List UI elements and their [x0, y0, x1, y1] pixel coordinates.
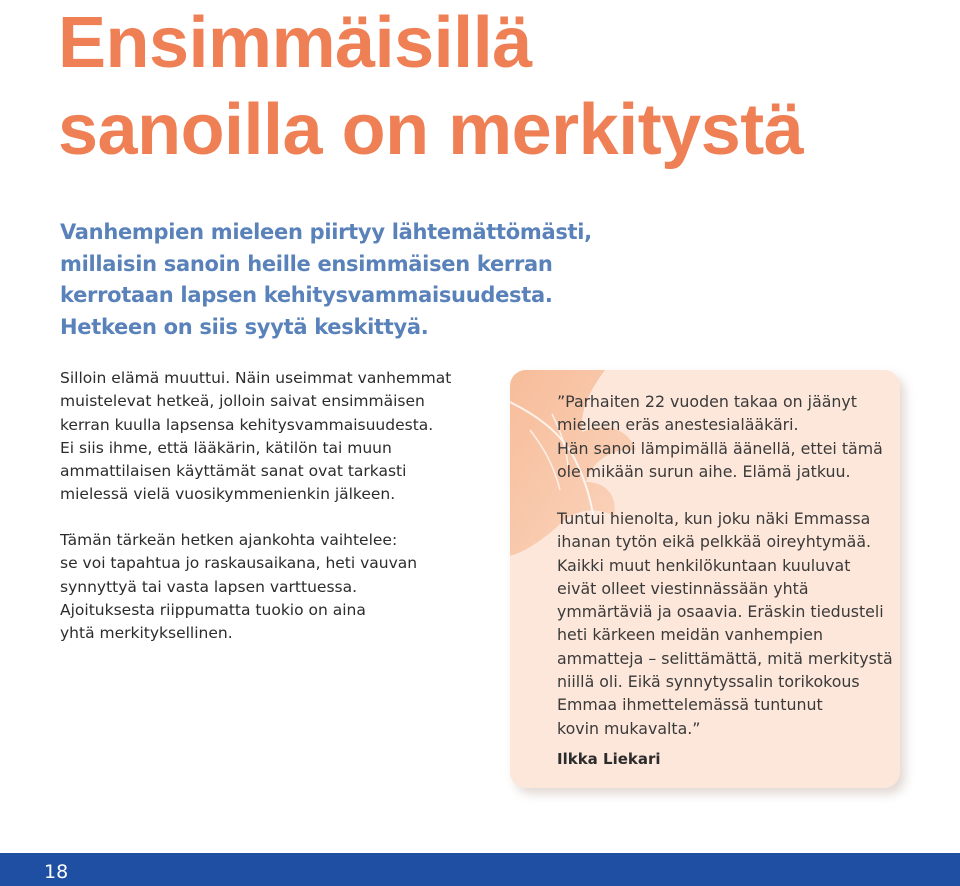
quote-line: eivät olleet viestinnässään yhtä [557, 578, 809, 598]
quote-line: ihanan tytön eikä pelkkää oireyhtymää. [557, 532, 872, 552]
body-line: kerran kuulla lapsensa kehitysvammaisuudesta. [60, 415, 434, 434]
quote-paragraph-2 [557, 507, 897, 740]
footer-bar [0, 853, 960, 886]
body-line: mielessä vielä vuosikymmenienkin jälkeen. [60, 485, 396, 504]
body-line: se voi tapahtua jo raskausaikana, heti vauvan [60, 554, 418, 573]
body-line: Silloin elämä muuttui. Näin useimmat vanhemmat [60, 369, 452, 387]
page-number: 18 [44, 861, 69, 883]
quote-line: Tuntui hienolta, kun joku näki Emmassa [557, 509, 871, 528]
quote-line: Kaikki muut henkilökuntaan kuuluvat [557, 555, 851, 575]
quote-line: ”Parhaiten 22 vuoden takaa on jäänyt [557, 392, 857, 411]
quote-line: ammatteja – selittämättä, mitä merkitystä [557, 648, 893, 668]
lead-line: Hetkeen on siis syytä keskittyä. [60, 314, 429, 339]
lead-line: kerrotaan lapsen kehitysvammaisuudesta. [60, 283, 553, 307]
quote-line: mieleen eräs anestesialääkäri. [557, 415, 799, 435]
quote-line: niillä oli. Eikä synnytyssalin torikokous [557, 672, 860, 692]
lead-line: millaisin sanoin heille ensimmäisen kerran [60, 251, 553, 276]
page-title [58, 0, 948, 174]
body-line: Tämän tärkeän hetken ajankohta vaihtelee: [60, 531, 398, 549]
body-line: synnyttyä tai vasta lapsen varttuessa. [60, 577, 358, 596]
body-paragraph-2 [60, 529, 500, 645]
title-line-2: sanoilla on merkitystä [58, 90, 804, 170]
quote-line: ymmärtäviä ja osaavia. Eräskin tiedusteli [557, 602, 884, 622]
quote-line: heti kärkeen meidän vanhempien [557, 625, 823, 645]
quote-line: Hän sanoi lämpimällä äänellä, ettei tämä [557, 438, 883, 458]
body-line: ammattilaisen käyttämät sanat ovat tarkasti [60, 462, 407, 481]
body-paragraph-1 [60, 367, 500, 507]
quote-line: Emmaa ihmettelemässä tuntunut [557, 695, 823, 715]
body-line: yhtä merkityksellinen. [60, 624, 233, 643]
quote-line: kovin mukavalta.” [557, 718, 701, 738]
body-line: Ei siis ihme, että lääkärin, kätilön tai muun [60, 438, 392, 457]
quote-author: Ilkka Liekari [557, 750, 661, 768]
lead-line: Vanhempien mieleen piirtyy lähtemättömästi, [60, 220, 592, 244]
quote-line: ole mikään surun aihe. Elämä jatkuu. [557, 461, 851, 481]
body-line: Ajoituksesta riippumatta tuokio on aina [60, 600, 366, 619]
body-line: muistelevat hetkeä, jolloin saivat ensimmäisen [60, 392, 425, 411]
lead-paragraph [60, 217, 620, 343]
title-line-1: Ensimmäisillä [58, 3, 532, 83]
quote-paragraph-1 [557, 390, 897, 483]
